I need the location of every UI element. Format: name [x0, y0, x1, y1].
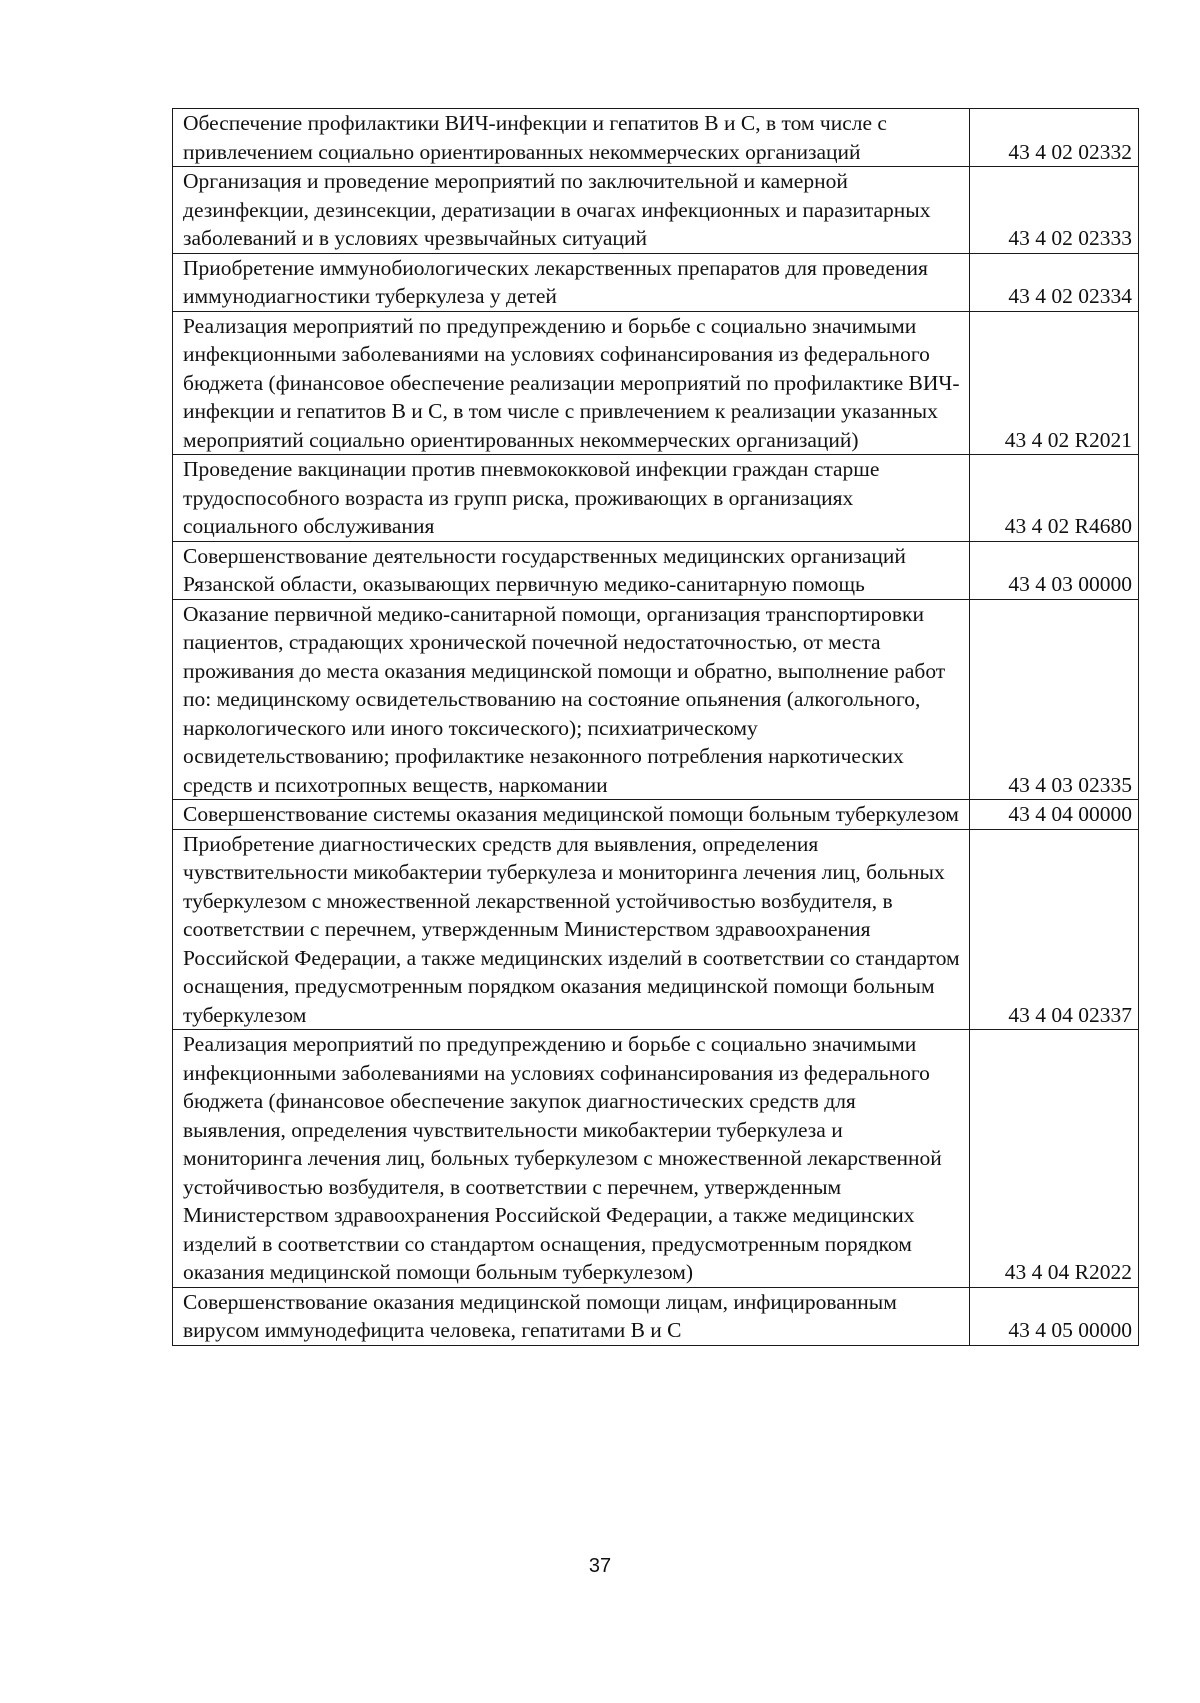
row-code: 43 4 04 02337: [970, 829, 1139, 1030]
budget-classification-table: [172, 108, 1139, 1346]
table-row: [173, 599, 1139, 800]
row-code: 43 4 02 R4680: [970, 455, 1139, 542]
table-row: [173, 829, 1139, 1030]
table-row: [173, 253, 1139, 311]
row-code: 43 4 02 02334: [970, 253, 1139, 311]
row-description: Совершенствование оказания медицинской помощи лицам, инфицированным вирусом иммунодефицита человека, гепатитами В и С: [173, 1287, 970, 1345]
row-description: Реализация мероприятий по предупреждению и борьбе с социально значимыми инфекционными заболеваниями на условиях софинансирования из федерального бюджета (финансовое обеспечение закупок диагностических средств для выявления, определения чувствительности микобактерии туберкулеза и мониторинга лечения лиц, больных туберкулезом с множественной лекарственной устойчивостью возбудителя, в соответствии с перечнем, утвержденным Министерством здравоохранения Российской Федерации, а также медицинских изделий в соответствии со стандартом оснащения, предусмотренным порядком оказания медицинской помощи больным туберкулезом): [173, 1030, 970, 1288]
row-description: Обеспечение профилактики ВИЧ-инфекции и гепатитов В и С, в том числе с привлечением социально ориентированных некоммерческих организаций: [173, 109, 970, 167]
table-row: [173, 800, 1139, 830]
row-code: 43 4 02 02332: [970, 109, 1139, 167]
row-description: Приобретение иммунобиологических лекарственных препаратов для проведения иммунодиагностики туберкулеза у детей: [173, 253, 970, 311]
row-code: 43 4 02 02333: [970, 167, 1139, 254]
row-code: 43 4 03 00000: [970, 541, 1139, 599]
row-description: Совершенствование деятельности государственных медицинских организаций Рязанской области, оказывающих первичную медико-санитарную помощь: [173, 541, 970, 599]
table-row: [173, 311, 1139, 455]
row-description: Реализация мероприятий по предупреждению и борьбе с социально значимыми инфекционными заболеваниями на условиях софинансирования из федерального бюджета (финансовое обеспечение реализации мероприятий по профилактике ВИЧ-инфекции и гепатитов В и С, в том числе с привлечением к реализации указанных мероприятий социально ориентированных некоммерческих организаций): [173, 311, 970, 455]
row-description: Приобретение диагностических средств для выявления, определения чувствительности микобактерии туберкулеза и мониторинга лечения лиц, больных туберкулезом с множественной лекарственной устойчивостью возбудителя, в соответствии с перечнем, утвержденным Министерством здравоохранения Российской Федерации, а также медицинских изделий в соответствии со стандартом оснащения, предусмотренным порядком оказания медицинской помощи больным туберкулезом: [173, 829, 970, 1030]
row-code: 43 4 04 00000: [970, 800, 1139, 830]
page-number: 37: [588, 1555, 612, 1577]
row-code: 43 4 04 R2022: [970, 1030, 1139, 1288]
table-row: [173, 541, 1139, 599]
table-row: [173, 109, 1139, 167]
table-row: [173, 167, 1139, 254]
row-description: Совершенствование системы оказания медицинской помощи больным туберкулезом: [173, 800, 970, 830]
row-description: Проведение вакцинации против пневмококковой инфекции граждан старше трудоспособного возраста из групп риска, проживающих в организациях социального обслуживания: [173, 455, 970, 542]
row-description: Оказание первичной медико-санитарной помощи, организация транспортировки пациентов, страдающих хронической почечной недостаточностью, от места проживания до места оказания медицинской помощи и обратно, выполнение работ по: медицинскому освидетельствованию на состояние опьянения (алкогольного, наркологического или иного токсического); психиатрическому освидетельствованию; профилактике незаконного потребления наркотических средств и психотропных веществ, наркомании: [173, 599, 970, 800]
table-row: [173, 1287, 1139, 1345]
table-row: [173, 1030, 1139, 1288]
row-code: 43 4 05 00000: [970, 1287, 1139, 1345]
table-row: [173, 455, 1139, 542]
row-description: Организация и проведение мероприятий по заключительной и камерной дезинфекции, дезинсекции, дератизации в очагах инфекционных и паразитарных заболеваний и в условиях чрезвычайных ситуаций: [173, 167, 970, 254]
row-code: 43 4 03 02335: [970, 599, 1139, 800]
row-code: 43 4 02 R2021: [970, 311, 1139, 455]
